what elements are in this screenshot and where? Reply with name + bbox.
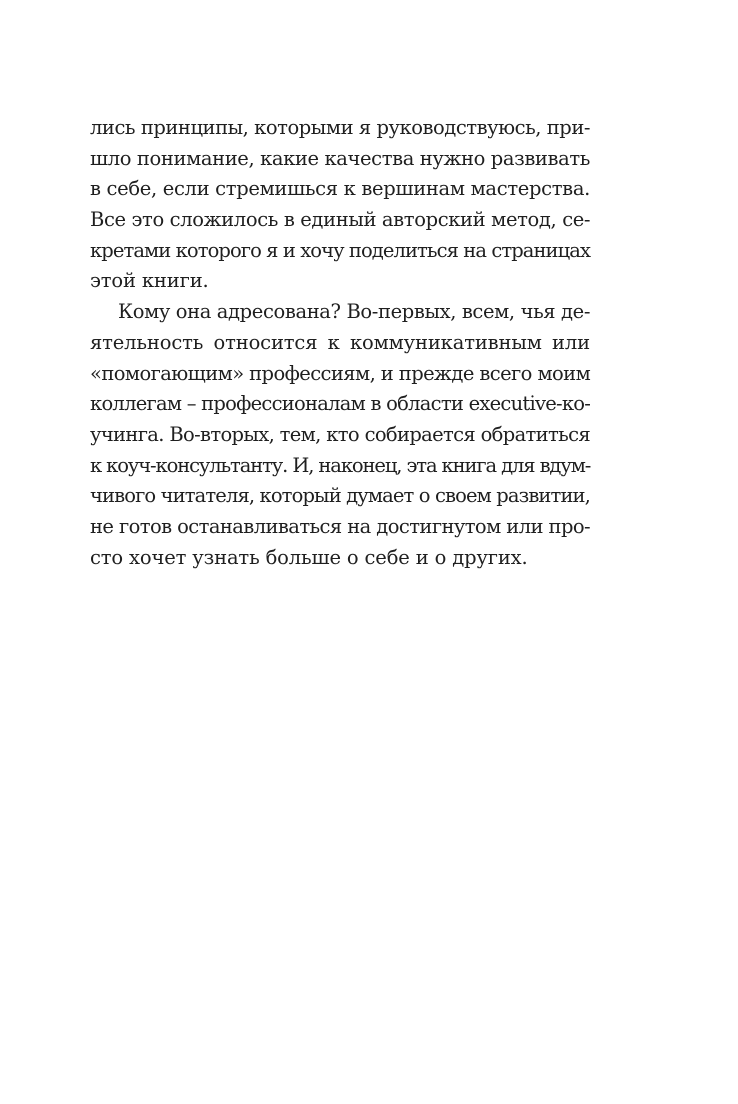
text-line: ятельность относится к коммуникативным или [90, 330, 590, 354]
text-line: этой книги. [90, 269, 209, 293]
text-line: сто хочет узнать больше о себе и о других. [90, 545, 528, 569]
text-line: кретами которого я и хочу поделиться на страницах [90, 238, 591, 262]
text-line: Кому она адресована? Во-первых, всем, чья де- [118, 300, 591, 324]
text-line: к коуч-консультанту. И, наконец, эта книга для вдум- [90, 453, 591, 477]
paragraph-1 [90, 113, 590, 297]
text-line: шло понимание, какие качества нужно развивать [90, 146, 590, 170]
text-line: коллегам – профессионалам в области executive-ко- [90, 392, 591, 416]
paragraph-2 [90, 297, 590, 573]
text-line: Все это сложилось в единый авторский метод, се- [90, 208, 591, 232]
text-line: в себе, если стремишься к вершинам мастерства. [90, 177, 590, 201]
body-text [90, 113, 590, 573]
text-line: чивого читателя, который думает о своем развитии, [90, 484, 590, 508]
text-line: учинга. Во-вторых, тем, кто собирается обратиться [90, 422, 590, 446]
text-line: лись принципы, которыми я руководствуюсь, при- [90, 116, 590, 139]
text-line: не готов останавливаться на достигнутом или про- [90, 514, 590, 538]
text-line: «помогающим» профессиям, и прежде всего моим [90, 361, 591, 385]
